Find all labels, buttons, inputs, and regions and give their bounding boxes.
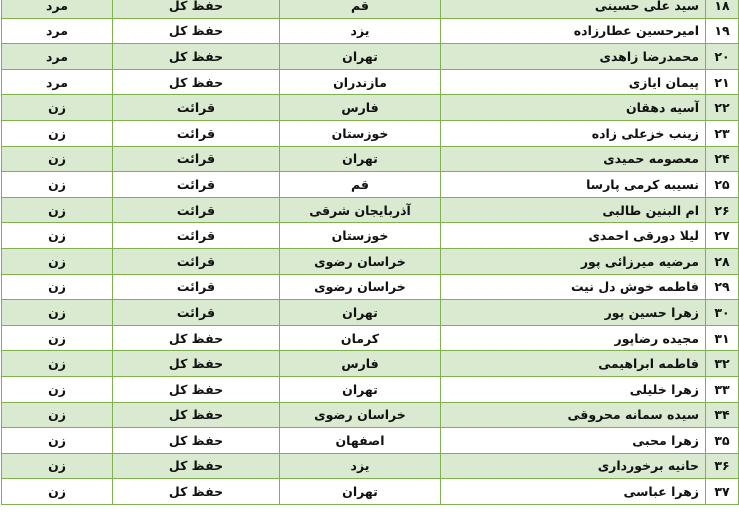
table-row [2, 274, 739, 300]
table-row [2, 172, 739, 198]
table-row [2, 300, 739, 326]
gender-cell: مرد [2, 44, 113, 70]
row-number-cell: ۱۹ [706, 18, 739, 44]
gender-cell: زن [2, 479, 113, 505]
gender-cell: زن [2, 146, 113, 172]
row-number-cell: ۱۸ [706, 0, 739, 18]
table-row [2, 69, 739, 95]
participant-name-cell: زهرا محبی [441, 428, 706, 454]
province-cell: خوزستان [280, 120, 441, 146]
participant-name-cell: سید علی حسینی [441, 0, 706, 18]
province-cell: فارس [280, 351, 441, 377]
row-number-cell: ۲۶ [706, 197, 739, 223]
participant-name-cell: مرضیه میرزائی پور [441, 248, 706, 274]
category-cell: قرائت [113, 95, 280, 121]
category-cell: حفظ کل [113, 325, 280, 351]
row-number-cell: ۳۶ [706, 453, 739, 479]
category-cell: حفظ کل [113, 479, 280, 505]
gender-cell: زن [2, 197, 113, 223]
participant-name-cell: مجیده رضاپور [441, 325, 706, 351]
table-row [2, 402, 739, 428]
category-cell: قرائت [113, 146, 280, 172]
participants-table-body [2, 0, 739, 504]
province-cell: قم [280, 172, 441, 198]
table-row [2, 453, 739, 479]
category-cell: قرائت [113, 248, 280, 274]
province-cell: یزد [280, 453, 441, 479]
row-number-cell: ۳۵ [706, 428, 739, 454]
participant-name-cell: فاطمه ابراهیمی [441, 351, 706, 377]
province-cell: فارس [280, 95, 441, 121]
province-cell: آذربایجان شرقی [280, 197, 441, 223]
gender-cell: مرد [2, 18, 113, 44]
table-row [2, 146, 739, 172]
participant-name-cell: پیمان ایازی [441, 69, 706, 95]
participant-name-cell: معصومه حمیدی [441, 146, 706, 172]
gender-cell: زن [2, 223, 113, 249]
province-cell: مازندران [280, 69, 441, 95]
gender-cell: زن [2, 172, 113, 198]
table-row [2, 325, 739, 351]
category-cell: حفظ کل [113, 0, 280, 18]
row-number-cell: ۲۰ [706, 44, 739, 70]
table-row [2, 0, 739, 18]
participant-name-cell: زهرا حسین پور [441, 300, 706, 326]
participant-name-cell: زهرا عباسی [441, 479, 706, 505]
table-row [2, 120, 739, 146]
category-cell: حفظ کل [113, 69, 280, 95]
province-cell: خراسان رضوی [280, 274, 441, 300]
participant-name-cell: زهرا خلیلی [441, 376, 706, 402]
participant-name-cell: نسیبه کرمی پارسا [441, 172, 706, 198]
gender-cell: زن [2, 248, 113, 274]
row-number-cell: ۳۱ [706, 325, 739, 351]
gender-cell: زن [2, 376, 113, 402]
participant-name-cell: زینب خزعلی زاده [441, 120, 706, 146]
participant-name-cell: محمدرضا زاهدی [441, 44, 706, 70]
gender-cell: زن [2, 428, 113, 454]
province-cell: تهران [280, 146, 441, 172]
gender-cell: مرد [2, 69, 113, 95]
category-cell: حفظ کل [113, 351, 280, 377]
row-number-cell: ۲۱ [706, 69, 739, 95]
category-cell: قرائت [113, 172, 280, 198]
province-cell: تهران [280, 376, 441, 402]
category-cell: حفظ کل [113, 428, 280, 454]
table-row [2, 44, 739, 70]
category-cell: حفظ کل [113, 376, 280, 402]
province-cell: تهران [280, 479, 441, 505]
gender-cell: زن [2, 351, 113, 377]
table-row [2, 428, 739, 454]
province-cell: کرمان [280, 325, 441, 351]
province-cell: تهران [280, 300, 441, 326]
category-cell: قرائت [113, 197, 280, 223]
category-cell: قرائت [113, 300, 280, 326]
row-number-cell: ۳۲ [706, 351, 739, 377]
category-cell: حفظ کل [113, 44, 280, 70]
category-cell: قرائت [113, 274, 280, 300]
category-cell: حفظ کل [113, 402, 280, 428]
province-cell: خراسان رضوی [280, 402, 441, 428]
row-number-cell: ۳۴ [706, 402, 739, 428]
gender-cell: زن [2, 300, 113, 326]
gender-cell: زن [2, 120, 113, 146]
row-number-cell: ۲۲ [706, 95, 739, 121]
gender-cell: زن [2, 453, 113, 479]
row-number-cell: ۳۰ [706, 300, 739, 326]
table-row [2, 95, 739, 121]
participants-table [1, 0, 739, 505]
row-number-cell: ۳۳ [706, 376, 739, 402]
category-cell: قرائت [113, 120, 280, 146]
row-number-cell: ۲۵ [706, 172, 739, 198]
gender-cell: زن [2, 325, 113, 351]
row-number-cell: ۲۹ [706, 274, 739, 300]
table-row [2, 248, 739, 274]
participant-name-cell: آسیه دهقان [441, 95, 706, 121]
table-row [2, 223, 739, 249]
province-cell: خوزستان [280, 223, 441, 249]
row-number-cell: ۲۴ [706, 146, 739, 172]
participant-name-cell: امیرحسین عطارزاده [441, 18, 706, 44]
table-row [2, 18, 739, 44]
province-cell: اصفهان [280, 428, 441, 454]
province-cell: تهران [280, 44, 441, 70]
category-cell: قرائت [113, 223, 280, 249]
gender-cell: مرد [2, 0, 113, 18]
province-cell: قم [280, 0, 441, 18]
row-number-cell: ۲۸ [706, 248, 739, 274]
row-number-cell: ۳۷ [706, 479, 739, 505]
gender-cell: زن [2, 402, 113, 428]
category-cell: حفظ کل [113, 453, 280, 479]
participant-name-cell: سیده سمانه محروقی [441, 402, 706, 428]
gender-cell: زن [2, 95, 113, 121]
row-number-cell: ۲۷ [706, 223, 739, 249]
province-cell: خراسان رضوی [280, 248, 441, 274]
province-cell: یزد [280, 18, 441, 44]
row-number-cell: ۲۳ [706, 120, 739, 146]
table-row [2, 351, 739, 377]
participant-name-cell: ام البنین طالبی [441, 197, 706, 223]
table-row [2, 376, 739, 402]
participant-name-cell: حانیه برخورداری [441, 453, 706, 479]
participant-name-cell: لیلا دورقی احمدی [441, 223, 706, 249]
participant-name-cell: فاطمه خوش دل نیت [441, 274, 706, 300]
gender-cell: زن [2, 274, 113, 300]
table-row [2, 479, 739, 505]
table-row [2, 197, 739, 223]
category-cell: حفظ کل [113, 18, 280, 44]
